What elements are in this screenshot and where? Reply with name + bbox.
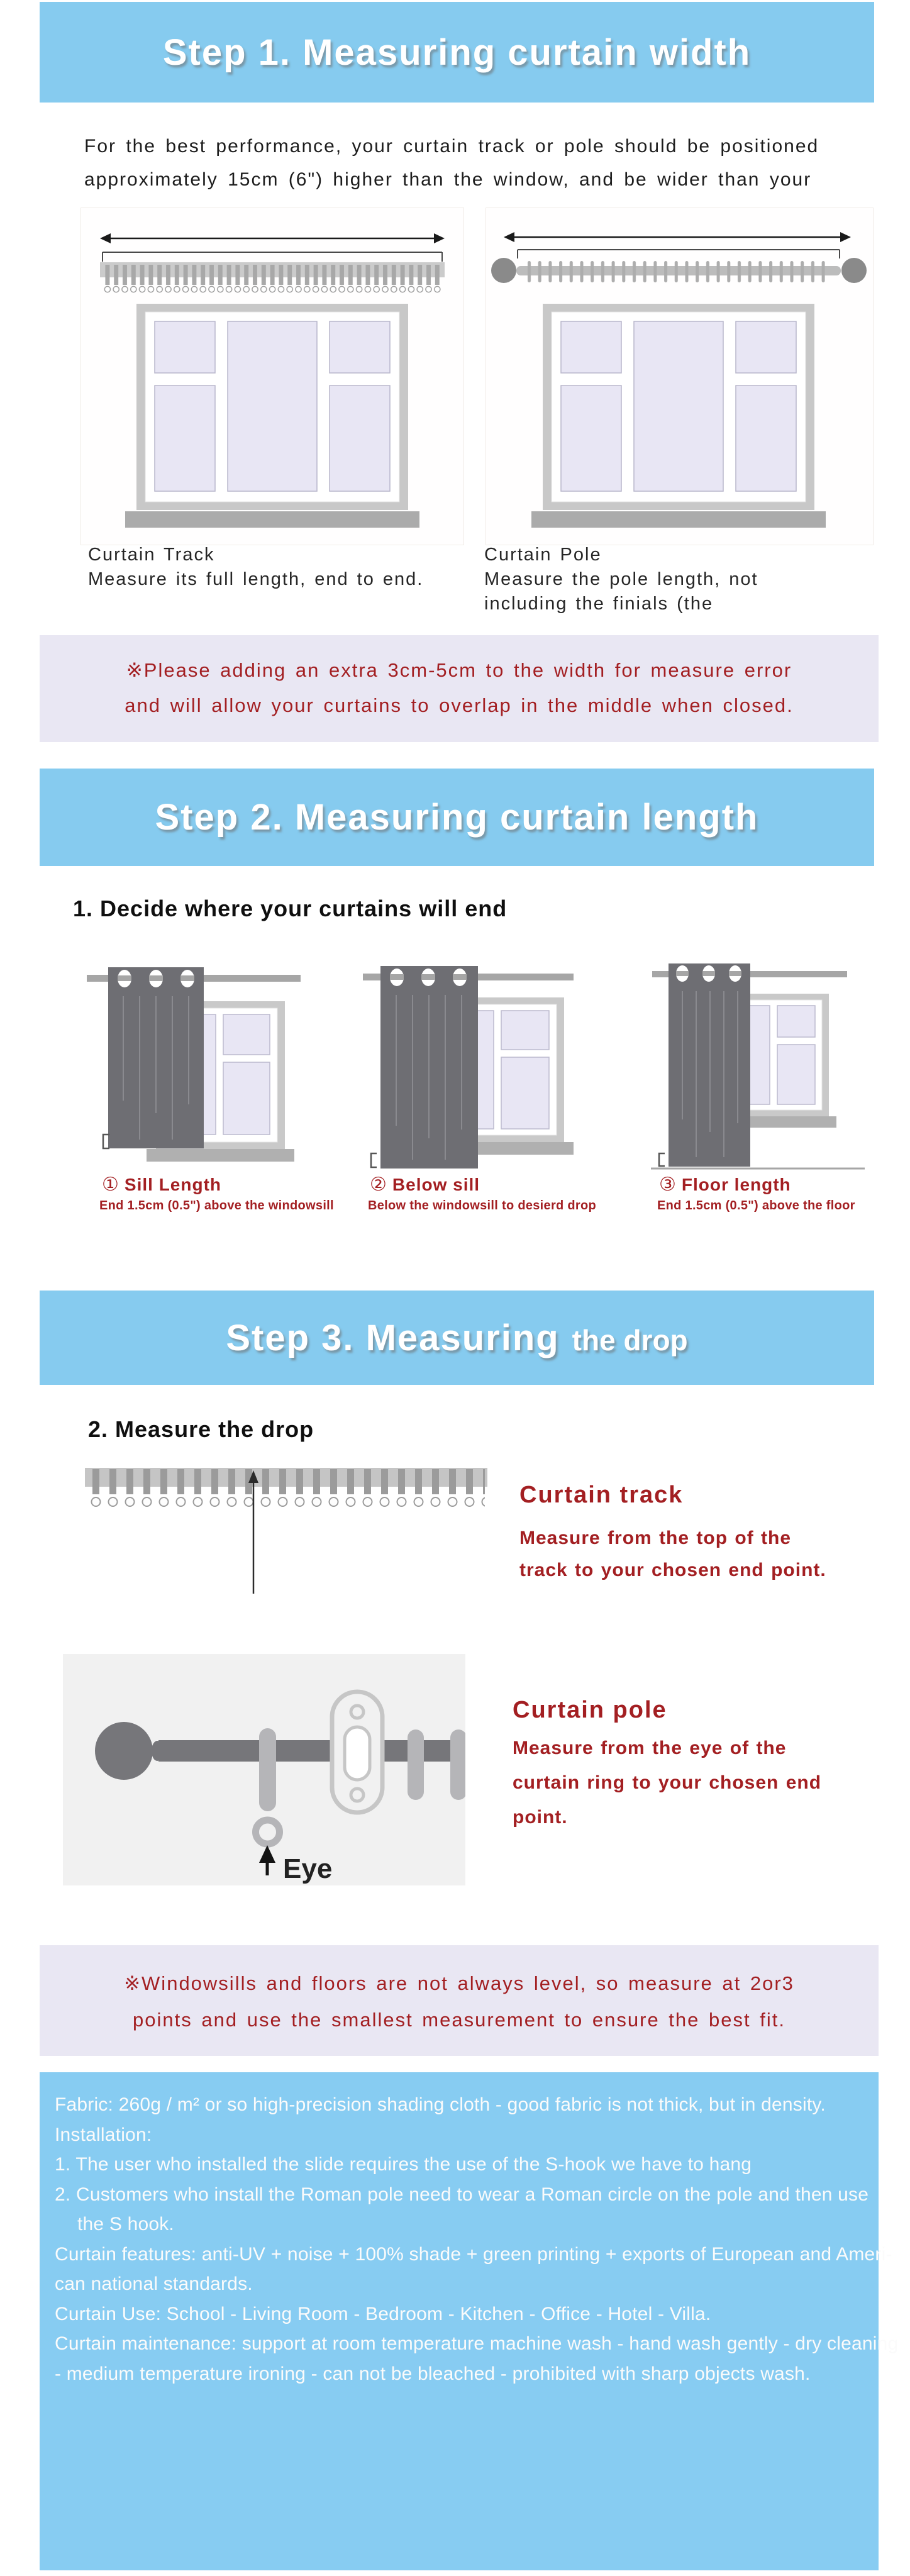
curtain-pole-title: Curtain pole bbox=[513, 1697, 667, 1723]
sill-length-desc: End 1.5cm (0.5") above the windowsill bbox=[99, 1199, 334, 1213]
width-note-line1: ※Please adding an extra 3cm-5cm to the width for measure error bbox=[126, 659, 792, 681]
below-sill-desc: Below the windowsill to desierd drop bbox=[368, 1199, 597, 1213]
footer-installation-label: Installation: bbox=[55, 2124, 152, 2145]
option2-title: Below sill bbox=[392, 1175, 480, 1194]
width-bracket bbox=[103, 252, 442, 262]
curtain-track-window-illustration bbox=[81, 208, 462, 543]
sill-length-caption bbox=[102, 1174, 221, 1196]
option1-title: Sill Length bbox=[124, 1175, 222, 1194]
curtain-pole-body-line3: point. bbox=[513, 1807, 568, 1828]
step1-intro-line2: approximately 15cm (6") higher than the window, and be wider than your bbox=[84, 169, 812, 190]
option3-number: ③ bbox=[659, 1174, 677, 1195]
pole-caption-title: Curtain Pole bbox=[484, 545, 602, 565]
footer-maintenance-line2: - medium temperature ironing - can not be bleached - prohibited with sharp objects wash. bbox=[55, 2363, 811, 2384]
step1-intro-line1: For the best performance, your curtain track or pole should be positioned bbox=[84, 136, 819, 157]
curtain-graphic bbox=[669, 963, 750, 1167]
window-graphic bbox=[125, 304, 419, 528]
level-measure-note bbox=[40, 1945, 879, 2056]
curtain-track-window-panel bbox=[80, 208, 464, 545]
curtain-pole-body-line2: curtain ring to your chosen end bbox=[513, 1772, 822, 1793]
step2-heading: 1. Decide where your curtains will end bbox=[73, 896, 508, 921]
curtain-pole-body-line1: Measure from the eye of the bbox=[513, 1738, 787, 1758]
step1-banner bbox=[40, 2, 874, 103]
step3-heading: 2. Measure the drop bbox=[88, 1416, 314, 1442]
footer-use-line: Curtain Use: School - Living Room - Bedroom - Kitchen - Office - Hotel - Villa. bbox=[55, 2303, 711, 2324]
level-note-line1: ※Windowsills and floors are not always level, so measure at 2or3 bbox=[124, 1972, 794, 1994]
width-measure-note bbox=[40, 635, 879, 742]
curtain-track-body-line1: Measure from the top of the bbox=[519, 1528, 792, 1548]
step3-banner-title bbox=[226, 1317, 687, 1359]
option2-number: ② bbox=[370, 1174, 387, 1195]
curtain-graphic bbox=[380, 966, 478, 1169]
curtain-pole-body bbox=[513, 1731, 821, 1835]
curtain-track-title: Curtain track bbox=[519, 1482, 684, 1508]
width-note-line2: and will allow your curtains to overlap in the middle when closed. bbox=[125, 694, 794, 716]
product-details-footer bbox=[40, 2072, 899, 2570]
option3-title: Floor length bbox=[681, 1175, 791, 1194]
step2-banner bbox=[40, 769, 874, 866]
width-double-arrow-icon bbox=[100, 233, 445, 243]
floor-length-illustration bbox=[651, 956, 871, 1176]
footer-install-step1: 1. The user who installed the slide requires the use of the S-hook we have to hang bbox=[55, 2154, 752, 2175]
level-note-line2: points and use the smallest measurement to ensure the best fit. bbox=[133, 2009, 785, 2031]
pole-caption-body-line2: including the finials (the bbox=[484, 594, 714, 614]
step3-banner-sub: the drop bbox=[572, 1323, 688, 1357]
curtain-track-body bbox=[519, 1522, 826, 1586]
eye-label: Eye bbox=[283, 1853, 333, 1884]
curtain-track-body-line2: track to your chosen end point. bbox=[519, 1560, 826, 1580]
step3-banner bbox=[40, 1291, 874, 1385]
curtain-ring bbox=[408, 1729, 424, 1800]
curtain-ring bbox=[450, 1729, 465, 1800]
wall-bracket-graphic bbox=[332, 1692, 382, 1813]
footer-fabric-line: Fabric: 260g / m² or so high-precision shading cloth - good fabric is not thick, but in density. bbox=[55, 2094, 826, 2115]
step1-banner-title: Step 1. Measuring curtain width bbox=[162, 31, 752, 73]
curtain-track-drop-illustration bbox=[85, 1465, 487, 1599]
option1-number: ① bbox=[102, 1174, 119, 1195]
below-sill-illustration bbox=[362, 956, 591, 1176]
step2-banner-title: Step 2. Measuring curtain length bbox=[155, 797, 759, 838]
curtain-ring-with-eye bbox=[256, 1728, 280, 1844]
pole-caption-body-line1: Measure the pole length, not bbox=[484, 569, 758, 589]
footer-features-line1: Curtain features: anti-UV + noise + 100% shade + green printing + exports of European and Ameri- bbox=[55, 2243, 892, 2265]
floor-length-caption bbox=[659, 1174, 791, 1196]
end-point-bracket bbox=[659, 1153, 665, 1166]
end-point-bracket bbox=[371, 1153, 377, 1167]
footer-maintenance-line1: Curtain maintenance: support at room temperature machine wash - hand wash gently - dry cleaning bbox=[55, 2333, 899, 2354]
width-double-arrow-icon bbox=[504, 232, 851, 242]
step1-intro-paragraph bbox=[84, 130, 870, 196]
track-gliders bbox=[103, 264, 441, 296]
footer-features-line2: can national standards. bbox=[55, 2273, 253, 2294]
track-caption-title: Curtain Track bbox=[88, 545, 215, 565]
floor-length-desc: End 1.5cm (0.5") above the floor bbox=[657, 1199, 855, 1213]
step3-banner-main: Step 3. Measuring bbox=[226, 1317, 560, 1358]
curtain-pole-window-illustration bbox=[486, 208, 872, 543]
curtain-pole-window-panel bbox=[486, 208, 874, 545]
track-caption-body: Measure its full length, end to end. bbox=[88, 569, 424, 589]
sill-length-illustration bbox=[82, 956, 314, 1176]
curtain-pole-drop-illustration bbox=[63, 1654, 465, 1885]
window-graphic bbox=[531, 304, 826, 528]
width-bracket bbox=[518, 250, 840, 258]
track-gliders bbox=[87, 1469, 485, 1511]
footer-install-step2-cont: the S hook. bbox=[77, 2214, 174, 2235]
below-sill-caption bbox=[370, 1174, 480, 1196]
pole-graphic bbox=[491, 258, 867, 285]
curtain-graphic bbox=[108, 967, 204, 1148]
footer-install-step2: 2. Customers who install the Roman pole need to wear a Roman circle on the pole and then use bbox=[55, 2184, 869, 2205]
